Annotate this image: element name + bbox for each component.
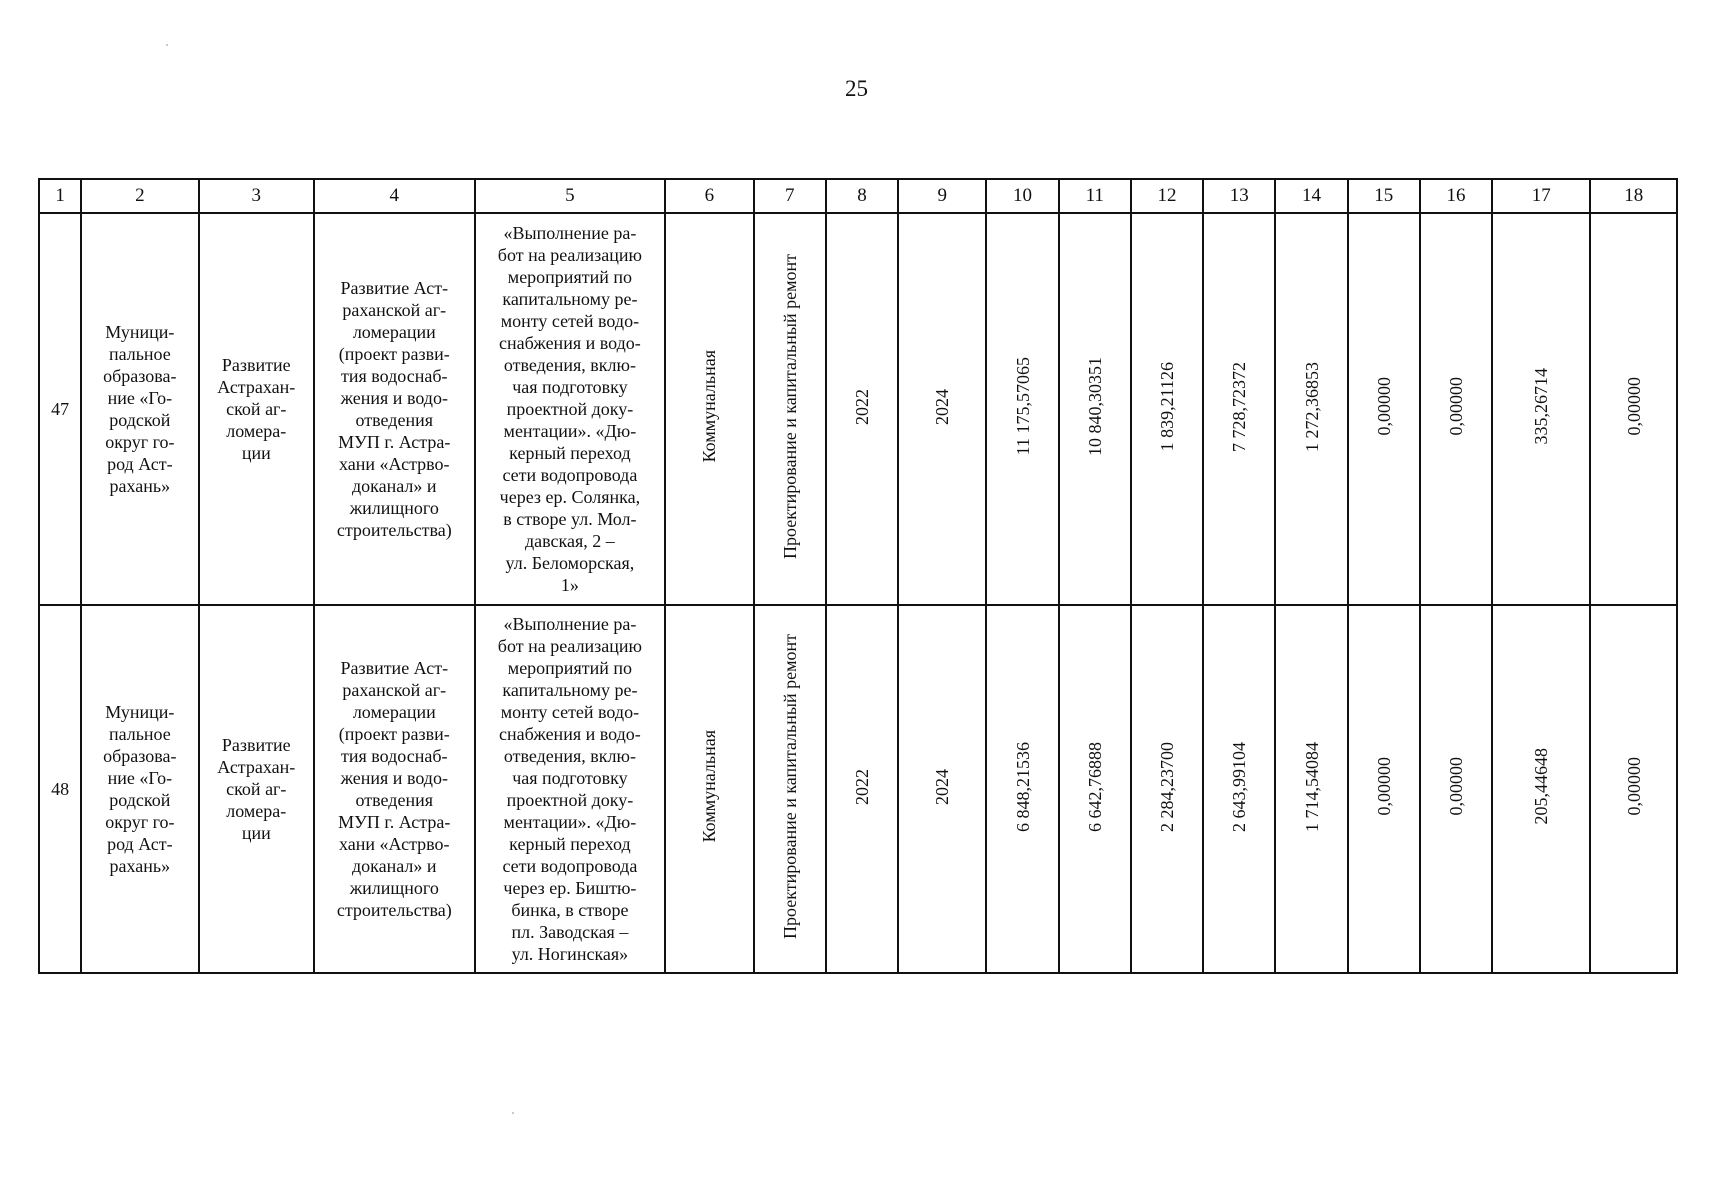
row-number	[39, 605, 81, 973]
value-cell-17	[1492, 605, 1590, 973]
value-14: 1 714,54084	[1301, 741, 1322, 832]
value-cell-15	[1348, 213, 1420, 605]
start-year-cell	[826, 605, 898, 973]
value-13: 2 643,99104	[1229, 741, 1250, 832]
work-type-text: Проектирование и капитальный ремонт	[779, 253, 800, 559]
value-cell-11	[1059, 213, 1131, 605]
scan-speck	[512, 1112, 514, 1114]
work-type-cell	[754, 213, 826, 605]
value-cell-12	[1131, 605, 1203, 973]
value-11: 6 642,76888	[1084, 741, 1105, 832]
municipality-text: Муници- пальное образова- ние «Го- родской округ го- род Аст- рахань»	[103, 702, 177, 876]
column-header: 16	[1420, 179, 1492, 213]
column-header: 18	[1590, 179, 1677, 213]
start-year-cell	[826, 213, 898, 605]
municipality-cell	[81, 213, 198, 605]
column-header: 17	[1492, 179, 1590, 213]
value-cell-13	[1203, 213, 1275, 605]
program-text: Развитие Астрахан- ской аг- ломера- ции	[217, 355, 296, 463]
page-number: 25	[845, 76, 868, 101]
value-cell-16	[1420, 213, 1492, 605]
start-year-text: 2022	[851, 388, 872, 425]
value-cell-14	[1275, 605, 1347, 973]
value-cell-15	[1348, 605, 1420, 973]
value-17: 205,44648	[1531, 748, 1552, 825]
value-18: 0,00000	[1623, 377, 1644, 436]
value-16: 0,00000	[1446, 377, 1466, 436]
program-text: Развитие Астрахан- ской аг- ломера- ции	[217, 735, 296, 843]
start-year-text: 2022	[851, 768, 872, 805]
end-year-text: 2024	[932, 388, 953, 425]
value-12: 1 839,21126	[1157, 361, 1177, 452]
project-text: Развитие Аст- раханской аг- ломерации (проект разви- тия водоснаб- жения и водо- отведения МУП г. Астра- хани «Астрво- доканал» и жилищного строительства)	[336, 278, 452, 540]
work-type-cell	[754, 605, 826, 973]
value-16: 0,00000	[1446, 757, 1466, 816]
data-table	[38, 178, 1678, 974]
column-header: 5	[475, 179, 666, 213]
value-cell-12	[1131, 213, 1203, 605]
value-10: 11 175,57065	[1012, 357, 1033, 456]
measure-cell	[475, 213, 666, 605]
end-year-cell	[898, 213, 986, 605]
project-text: Развитие Аст- раханской аг- ломерации (проект разви- тия водоснаб- жения и водо- отведения МУП г. Астра- хани «Астрво- доканал» и жилищного строительства)	[336, 658, 452, 920]
value-cell-13	[1203, 605, 1275, 973]
measure-cell	[475, 605, 666, 973]
scan-speck	[166, 44, 168, 46]
municipality-cell	[81, 605, 198, 973]
row-number-text: 48	[51, 779, 70, 799]
value-10: 6 848,21536	[1012, 741, 1033, 832]
table-row	[39, 605, 1677, 973]
value-15: 0,00000	[1373, 377, 1394, 436]
program-cell	[199, 605, 314, 973]
value-cell-17	[1492, 213, 1590, 605]
column-header: 12	[1131, 179, 1203, 213]
end-year-text: 2024	[932, 768, 953, 805]
column-header: 6	[665, 179, 753, 213]
program-cell	[199, 213, 314, 605]
value-cell-16	[1420, 605, 1492, 973]
column-header: 4	[314, 179, 475, 213]
column-header: 10	[986, 179, 1058, 213]
value-11: 10 840,30351	[1084, 357, 1105, 456]
measure-text: «Выполнение ра- бот на реализацию мероприятий по капитальному ре- монту сетей водо- снабжения и водо- отведения, вклю- чая подготовку проектной доку- ментации». «Дю- керный переход сети водопровода через ер. Солянка, в створе ул. Мол- давская, 2 – ул. Беломорская, 1»	[497, 223, 642, 595]
row-number	[39, 213, 81, 605]
project-cell	[314, 213, 475, 605]
sector-cell	[665, 605, 753, 973]
value-18: 0,00000	[1623, 757, 1644, 816]
project-cell	[314, 605, 475, 973]
value-cell-14	[1275, 213, 1347, 605]
column-header: 2	[81, 179, 198, 213]
column-header: 13	[1203, 179, 1275, 213]
end-year-cell	[898, 605, 986, 973]
column-header: 3	[199, 179, 314, 213]
value-cell-10	[986, 605, 1058, 973]
work-type-text: Проектирование и капитальный ремонт	[779, 633, 800, 939]
value-13: 7 728,72372	[1229, 361, 1250, 452]
value-17: 335,26714	[1531, 368, 1552, 445]
column-header: 8	[826, 179, 898, 213]
column-header: 15	[1348, 179, 1420, 213]
column-header: 7	[754, 179, 826, 213]
sector-text: Коммунальная	[699, 350, 720, 463]
value-cell-11	[1059, 605, 1131, 973]
row-number-text: 47	[51, 399, 70, 419]
sector-text: Коммунальная	[699, 730, 720, 843]
sector-cell	[665, 213, 753, 605]
value-cell-18	[1590, 605, 1677, 973]
value-cell-10	[986, 213, 1058, 605]
measure-text: «Выполнение ра- бот на реализацию мероприятий по капитальному ре- монту сетей водо- снабжения и водо- отведения, вклю- чая подготовку проектной доку- ментации». «Дю- керный переход сети водопровода через ер. Биштю- бинка, в створе пл. Заводская – ул. Ногинская»	[497, 614, 642, 964]
value-15: 0,00000	[1373, 757, 1394, 816]
table-row	[39, 213, 1677, 605]
column-header: 1	[39, 179, 81, 213]
municipality-text: Муници- пальное образова- ние «Го- родской округ го- род Аст- рахань»	[103, 322, 177, 496]
value-14: 1 272,36853	[1301, 361, 1322, 452]
column-header: 9	[898, 179, 986, 213]
column-header: 14	[1275, 179, 1347, 213]
value-12: 2 284,23700	[1157, 741, 1177, 832]
value-cell-18	[1590, 213, 1677, 605]
column-header: 11	[1059, 179, 1131, 213]
header-row	[39, 179, 1677, 213]
